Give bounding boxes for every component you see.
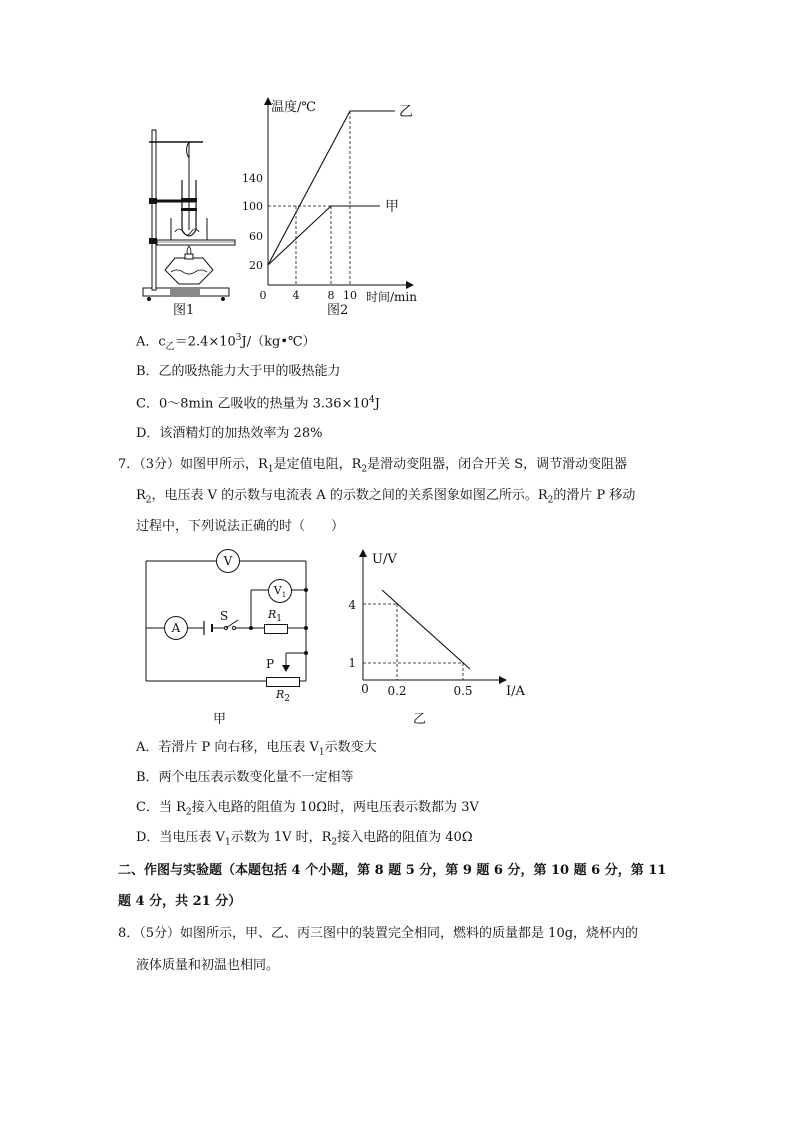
y-axis-label: 温度/℃ [271,100,316,115]
q8-stem-line1: 8．（5分）如图所示，甲、乙、丙三图中的装置完全相同，燃料的质量都是 10g，烧杯内的 [118,926,639,941]
x-axis-label: 时间/min [366,290,417,304]
q6-option-b: B．乙的吸热能力大于甲的吸热能力 [136,364,341,379]
ui-x-label: I/A [506,684,525,699]
ui-y-tick-1: 1 [348,656,356,670]
y-tick-100: 100 [242,200,263,213]
q6-option-c: C．0～8min 乙吸收的热量为 $3.36\times 10^4J$ [136,395,380,412]
section2-heading-line1: 二、作图与实验题（本题包括 4 个小题，第 8 题 5 分，第 9 题 6 分，第 10 题 6 分，第 11 [118,863,667,878]
x-tick-10: 10 [343,289,357,302]
fig1-caption: 图1 [173,303,195,318]
ui-graph-caption: 乙 [413,712,427,727]
ammeter-a: A [164,616,188,640]
q7-option-c: C．当 $R_2$接入电路的阻值为 10Ω时，两电压表示数都为 3V [136,800,479,818]
y-tick-140: 140 [242,172,263,185]
y-tick-20: 20 [249,259,263,272]
r2-label: $R_2$ [276,688,291,705]
switch-label: S [220,609,229,623]
ui-origin-label: 0 [361,682,369,696]
slider-label: P [266,657,275,671]
heating-apparatus-figure [135,120,240,330]
ui-x-tick-0.2: 0.2 [387,684,407,698]
ui-x-tick-0.5: 0.5 [453,684,473,698]
voltmeter-v: V [216,549,240,573]
q7-option-b: B．两个电压表示数变化量不一定相等 [136,770,354,785]
q6-option-a: A．$c_乙=2.4\times 10^3J/(kg•℃)$ [136,333,316,352]
q6-option-d: D．该酒精灯的加热效率为 28% [136,426,323,441]
q7-stem-line1: 7．（3分）如图甲所示，$R_1$是定值电阻，$R_2$是滑动变阻器，闭合开关 S，调节滑动变阻器 [118,457,628,475]
ui-y-tick-4: 4 [348,598,356,612]
rheostat-r2 [266,677,300,687]
x-tick-4: 4 [292,289,300,302]
q7-option-a: A．若滑片 P 向右移，电压表 $V_1$示数变大 [136,740,377,758]
x-tick-8: 8 [327,289,335,302]
ui-line [382,590,470,669]
fig2-caption: 图2 [327,303,349,318]
section2-heading-line2: 题 4 分，共 21 分） [118,894,242,909]
circuit-caption: 甲 [213,712,227,727]
r1-label: $R_1$ [268,608,283,625]
voltage-current-graph [348,545,528,705]
q8-stem-line2: 液体质量和初温也相同。 [136,958,280,973]
q7-stem-line2: $R_2$，电压表 V 的示数与电流表 A 的示数之间的关系图象如图乙所示。$R_2$的滑片 P 移动 [136,488,636,506]
q7-stem-line3: 过程中，下列说法正确的时（ ） [136,519,345,534]
series-jia-line [268,206,380,265]
series-yi-line [268,111,395,265]
q7-option-d: D．当电压表 $V_1$示数为 1V 时，$R_2$接入电路的阻值为 40Ω [136,830,473,848]
voltmeter-v1: $V_1$ [268,579,292,603]
origin-label: 0 [259,289,267,302]
y-tick-60: 60 [249,230,263,243]
temperature-time-graph [235,95,435,315]
series-label-yi: 乙 [399,104,413,120]
ui-y-label: U/V [372,552,397,567]
series-label-jia: 甲 [385,199,399,215]
